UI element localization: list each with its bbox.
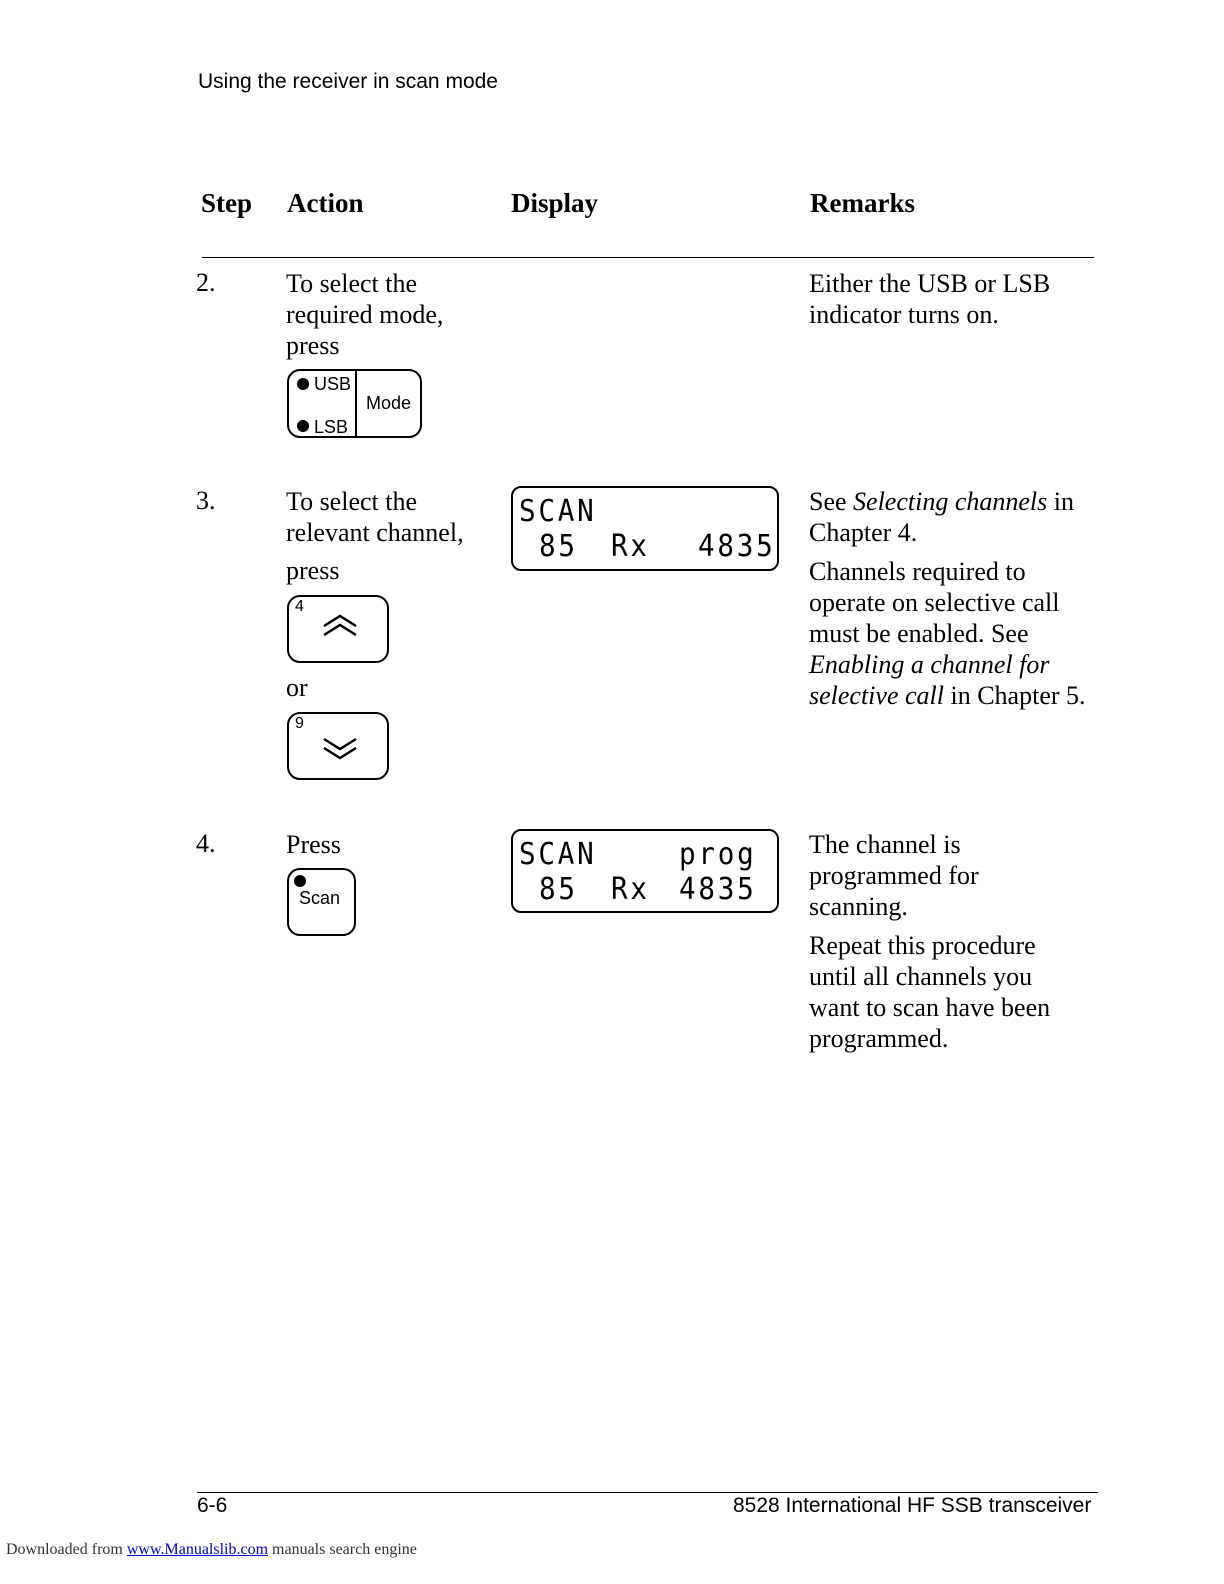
channel-up-button[interactable] bbox=[287, 595, 389, 663]
lcd-line1: SCAN bbox=[519, 494, 597, 529]
key-number: 4 bbox=[295, 598, 304, 615]
remarks-text: See Selecting channels in Chapter 4. Channels required to operate on selective call must be enabled. See Enabling a channel for selective call in Chapter 5. bbox=[809, 487, 1086, 710]
mode-label: Mode bbox=[366, 393, 412, 413]
action-or-text: or bbox=[286, 673, 308, 702]
table-header-rule bbox=[202, 257, 1094, 258]
double-chevron-down-icon bbox=[322, 736, 358, 760]
scan-label: Scan bbox=[299, 888, 341, 908]
lcd-frequency: 4835 bbox=[698, 529, 776, 564]
button-divider bbox=[355, 371, 357, 436]
page-number: 6-6 bbox=[197, 1494, 228, 1517]
column-header-step: Step bbox=[201, 188, 253, 218]
action-text: To select the required mode, press bbox=[286, 269, 444, 360]
lcd-mode: Rx bbox=[611, 529, 650, 564]
scan-indicator-icon bbox=[294, 875, 306, 887]
action-text: To select the relevant channel, bbox=[286, 487, 464, 547]
scan-button[interactable] bbox=[287, 868, 356, 936]
lcd-display bbox=[511, 829, 779, 913]
footer-rule bbox=[197, 1492, 1098, 1493]
lsb-indicator-icon bbox=[297, 420, 309, 432]
lcd-line1-right: prog bbox=[679, 837, 757, 872]
manualslib-link[interactable]: www.Manualslib.com bbox=[126, 1541, 269, 1558]
key-number: 9 bbox=[295, 715, 304, 732]
column-header-display: Display bbox=[511, 188, 599, 218]
usb-indicator-icon bbox=[297, 378, 309, 390]
lcd-mode: Rx bbox=[611, 872, 650, 907]
action-press-text: press bbox=[286, 556, 340, 585]
download-note: Downloaded from www.Manualslib.com manuals search engine bbox=[6, 1541, 417, 1558]
lcd-channel: 85 bbox=[539, 529, 578, 564]
double-chevron-up-icon bbox=[322, 614, 358, 638]
remarks-text: Either the USB or LSB indicator turns on. bbox=[809, 269, 1051, 329]
column-header-remarks: Remarks bbox=[810, 188, 915, 218]
lsb-label: LSB bbox=[314, 417, 349, 437]
lcd-line1-left: SCAN bbox=[519, 837, 597, 872]
lcd-channel: 85 bbox=[539, 872, 578, 907]
step-number: 2. bbox=[196, 268, 216, 297]
usb-lsb-mode-button[interactable] bbox=[287, 369, 422, 438]
channel-down-button[interactable] bbox=[287, 712, 389, 780]
column-header-action: Action bbox=[287, 188, 364, 218]
action-text: Press bbox=[286, 830, 341, 859]
lcd-frequency: 4835 bbox=[679, 872, 757, 907]
product-title: 8528 International HF SSB transceiver bbox=[733, 1494, 1092, 1517]
usb-label: USB bbox=[314, 374, 352, 394]
lcd-display bbox=[511, 486, 779, 571]
remarks-text: The channel is programmed for scanning. Repeat this procedure until all channels you want to scan have been programmed. bbox=[809, 830, 1051, 1053]
step-number: 4. bbox=[196, 829, 216, 858]
step-number: 3. bbox=[196, 486, 216, 515]
running-header: Using the receiver in scan mode bbox=[198, 70, 498, 93]
